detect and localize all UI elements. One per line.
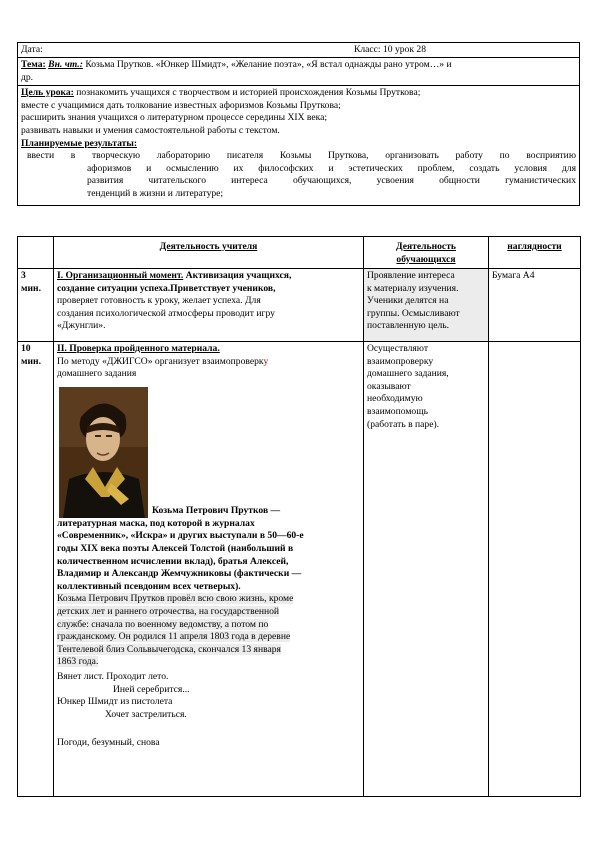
grey-bio-line [57, 606, 360, 619]
teacher-activity-cell [54, 269, 364, 342]
results-label: Планируемые результаты: [21, 137, 138, 149]
student-line: (работать в паре). [367, 418, 440, 430]
poem-line: Юнкер Шмидт из пистолета [57, 696, 173, 708]
goal-line: вместе с учащимися дать толкование известных афоризмов Козьмы Пруткова; [21, 99, 341, 111]
poem-line: Вянет лист. Проходит лето. [57, 670, 169, 682]
bio-line: годы XIX века поэты Алексей Толстой (наибольший в [57, 542, 294, 554]
method-text: домашнего задания [57, 368, 137, 380]
poem-line: Хочет застрелиться. [105, 708, 187, 720]
visual-item: Бумага А4 [492, 270, 535, 281]
poem-line [57, 721, 360, 737]
teacher-line: Активизация учащихся, [183, 270, 292, 281]
method-text: По методу «ДЖИГСО» организует взаимопроверк [57, 355, 264, 367]
grey-bio-text: Козьма Петрович Прутков провёл всю свою жизнь, кроме [57, 593, 294, 605]
method-text-red: у [263, 355, 269, 367]
activity-table [17, 236, 581, 797]
grey-bio-line [57, 656, 360, 669]
student-activity-cell [364, 269, 489, 342]
topic-row [18, 58, 579, 86]
grey-bio-line [57, 644, 360, 657]
stage-title: I. Организационный момент. [57, 270, 184, 281]
grey-bio-text: 1863 года. [57, 656, 99, 668]
bio-line: количественном исчислении вклад), братья Алексей, [57, 555, 289, 567]
results-line: ввести в творческую лабораторию писателя Козьмы Пруткова, организовать работу по восприятию [27, 150, 576, 162]
grey-bio-line [57, 619, 360, 632]
bio-line: литературная маска, под которой в журналах [57, 517, 255, 529]
visuals-cell [489, 269, 581, 342]
student-activity-cell [364, 342, 489, 797]
poem-line: Иней серебрится... [113, 683, 190, 695]
teacher-activity-cell [54, 342, 364, 797]
visuals-cell [489, 342, 581, 797]
student-line: взаимопроверку [367, 355, 434, 367]
grey-bio-text: службе: сначала по военному ведомству, а потом по [57, 618, 269, 630]
lesson-header [17, 42, 580, 206]
time-cell [18, 342, 54, 797]
grey-bio-text: детских лет и раннего отрочества, на государственной [57, 605, 280, 617]
prutkov-portrait [59, 387, 148, 518]
portrait-caption: Козьма Петрович Прутков — [152, 505, 281, 517]
teacher-line: «Джунгли». [57, 320, 106, 332]
student-line: Проявление интереса [367, 270, 455, 281]
student-line: взаимопомощь [367, 405, 428, 417]
grey-bio-line [57, 631, 360, 644]
time-cell [18, 269, 54, 342]
goals-row [18, 86, 579, 204]
time-header-cell [18, 237, 54, 269]
grey-bio-line [57, 593, 360, 606]
table-header-row [18, 237, 581, 269]
teacher-line: проверяет готовность к уроку, желает успеха. Для [57, 295, 261, 307]
visuals-header: наглядности [489, 237, 581, 269]
student-line: домашнего задания, [367, 368, 449, 380]
students-header-line: обучающихся [396, 253, 456, 265]
goal-line: познакомить учащихся с творчеством и историей происхождения Козьмы Пруткова; [76, 87, 421, 99]
results-line: афоризмов и осмыслению их философских и эстетических проблем, создать условия для [87, 162, 576, 174]
class-label: Класс: 10 урок 28 [353, 44, 426, 55]
topic-text-continued: др. [21, 71, 34, 83]
date-label: Дата: [21, 44, 43, 55]
bio-line: Владимир и Александр Жемчужниковы (фактически — [57, 568, 302, 580]
date-class-row [18, 43, 579, 58]
goal-line: развивать навыки и умения самостоятельной работы с текстом. [21, 124, 280, 136]
stage-title: II. Проверка пройденного материала. [57, 343, 220, 354]
teacher-line: создания психологической атмосферы проводит игру [57, 307, 275, 319]
table-row [18, 342, 581, 797]
teacher-header: Деятельность учителя [54, 237, 364, 269]
students-header-line: Деятельность [396, 241, 456, 252]
teacher-line: создание ситуации успеха.Приветствует учеников, [57, 282, 276, 294]
topic-prefix: Вн. чт.: [48, 59, 83, 70]
student-line: Осуществляют [367, 343, 429, 354]
topic-text: Козьма Прутков. «Юнкер Шмидт», «Желание поэта», «Я встал однажды рано утром…» и [85, 59, 452, 70]
bio-line: «Современник», «Искра» и других выступали в 50—60-е [57, 530, 304, 542]
bio-line: коллективный псевдоним всех четверых). [57, 580, 241, 592]
poem-line: Погоди, безумный, снова [57, 737, 160, 749]
student-line: необходимую [367, 393, 423, 405]
topic-label: Тема: [21, 59, 46, 70]
time-value: 3 [21, 270, 26, 281]
grey-bio-text: гражданскому. Он родился 11 апреля 1803 года в деревне [57, 631, 291, 643]
time-unit: мин. [21, 282, 41, 294]
table-row [18, 269, 581, 342]
goal-line: расширить знания учащихся о литературном процессе середины XIX века; [21, 112, 328, 124]
students-header [364, 237, 489, 269]
portrait-illustration [59, 387, 148, 518]
results-line: тенденций в жизни и литературе; [87, 187, 224, 199]
student-line: Ученики делятся на [367, 295, 449, 307]
results-line: развития читательского интереса обучающихся, усвоения общности гуманистических [87, 175, 576, 187]
student-line: поставленную цель. [367, 320, 450, 332]
student-line: группы. Осмысливают [367, 307, 460, 319]
student-line: оказывают [367, 380, 411, 392]
goal-label: Цель урока: [21, 87, 74, 99]
student-line: к материалу изучения. [367, 282, 459, 294]
time-value: 10 [21, 343, 31, 354]
grey-bio-text: Тентелевой близ Сольвычегодска, скончался 13 января [57, 643, 281, 655]
time-unit: мин. [21, 355, 41, 367]
